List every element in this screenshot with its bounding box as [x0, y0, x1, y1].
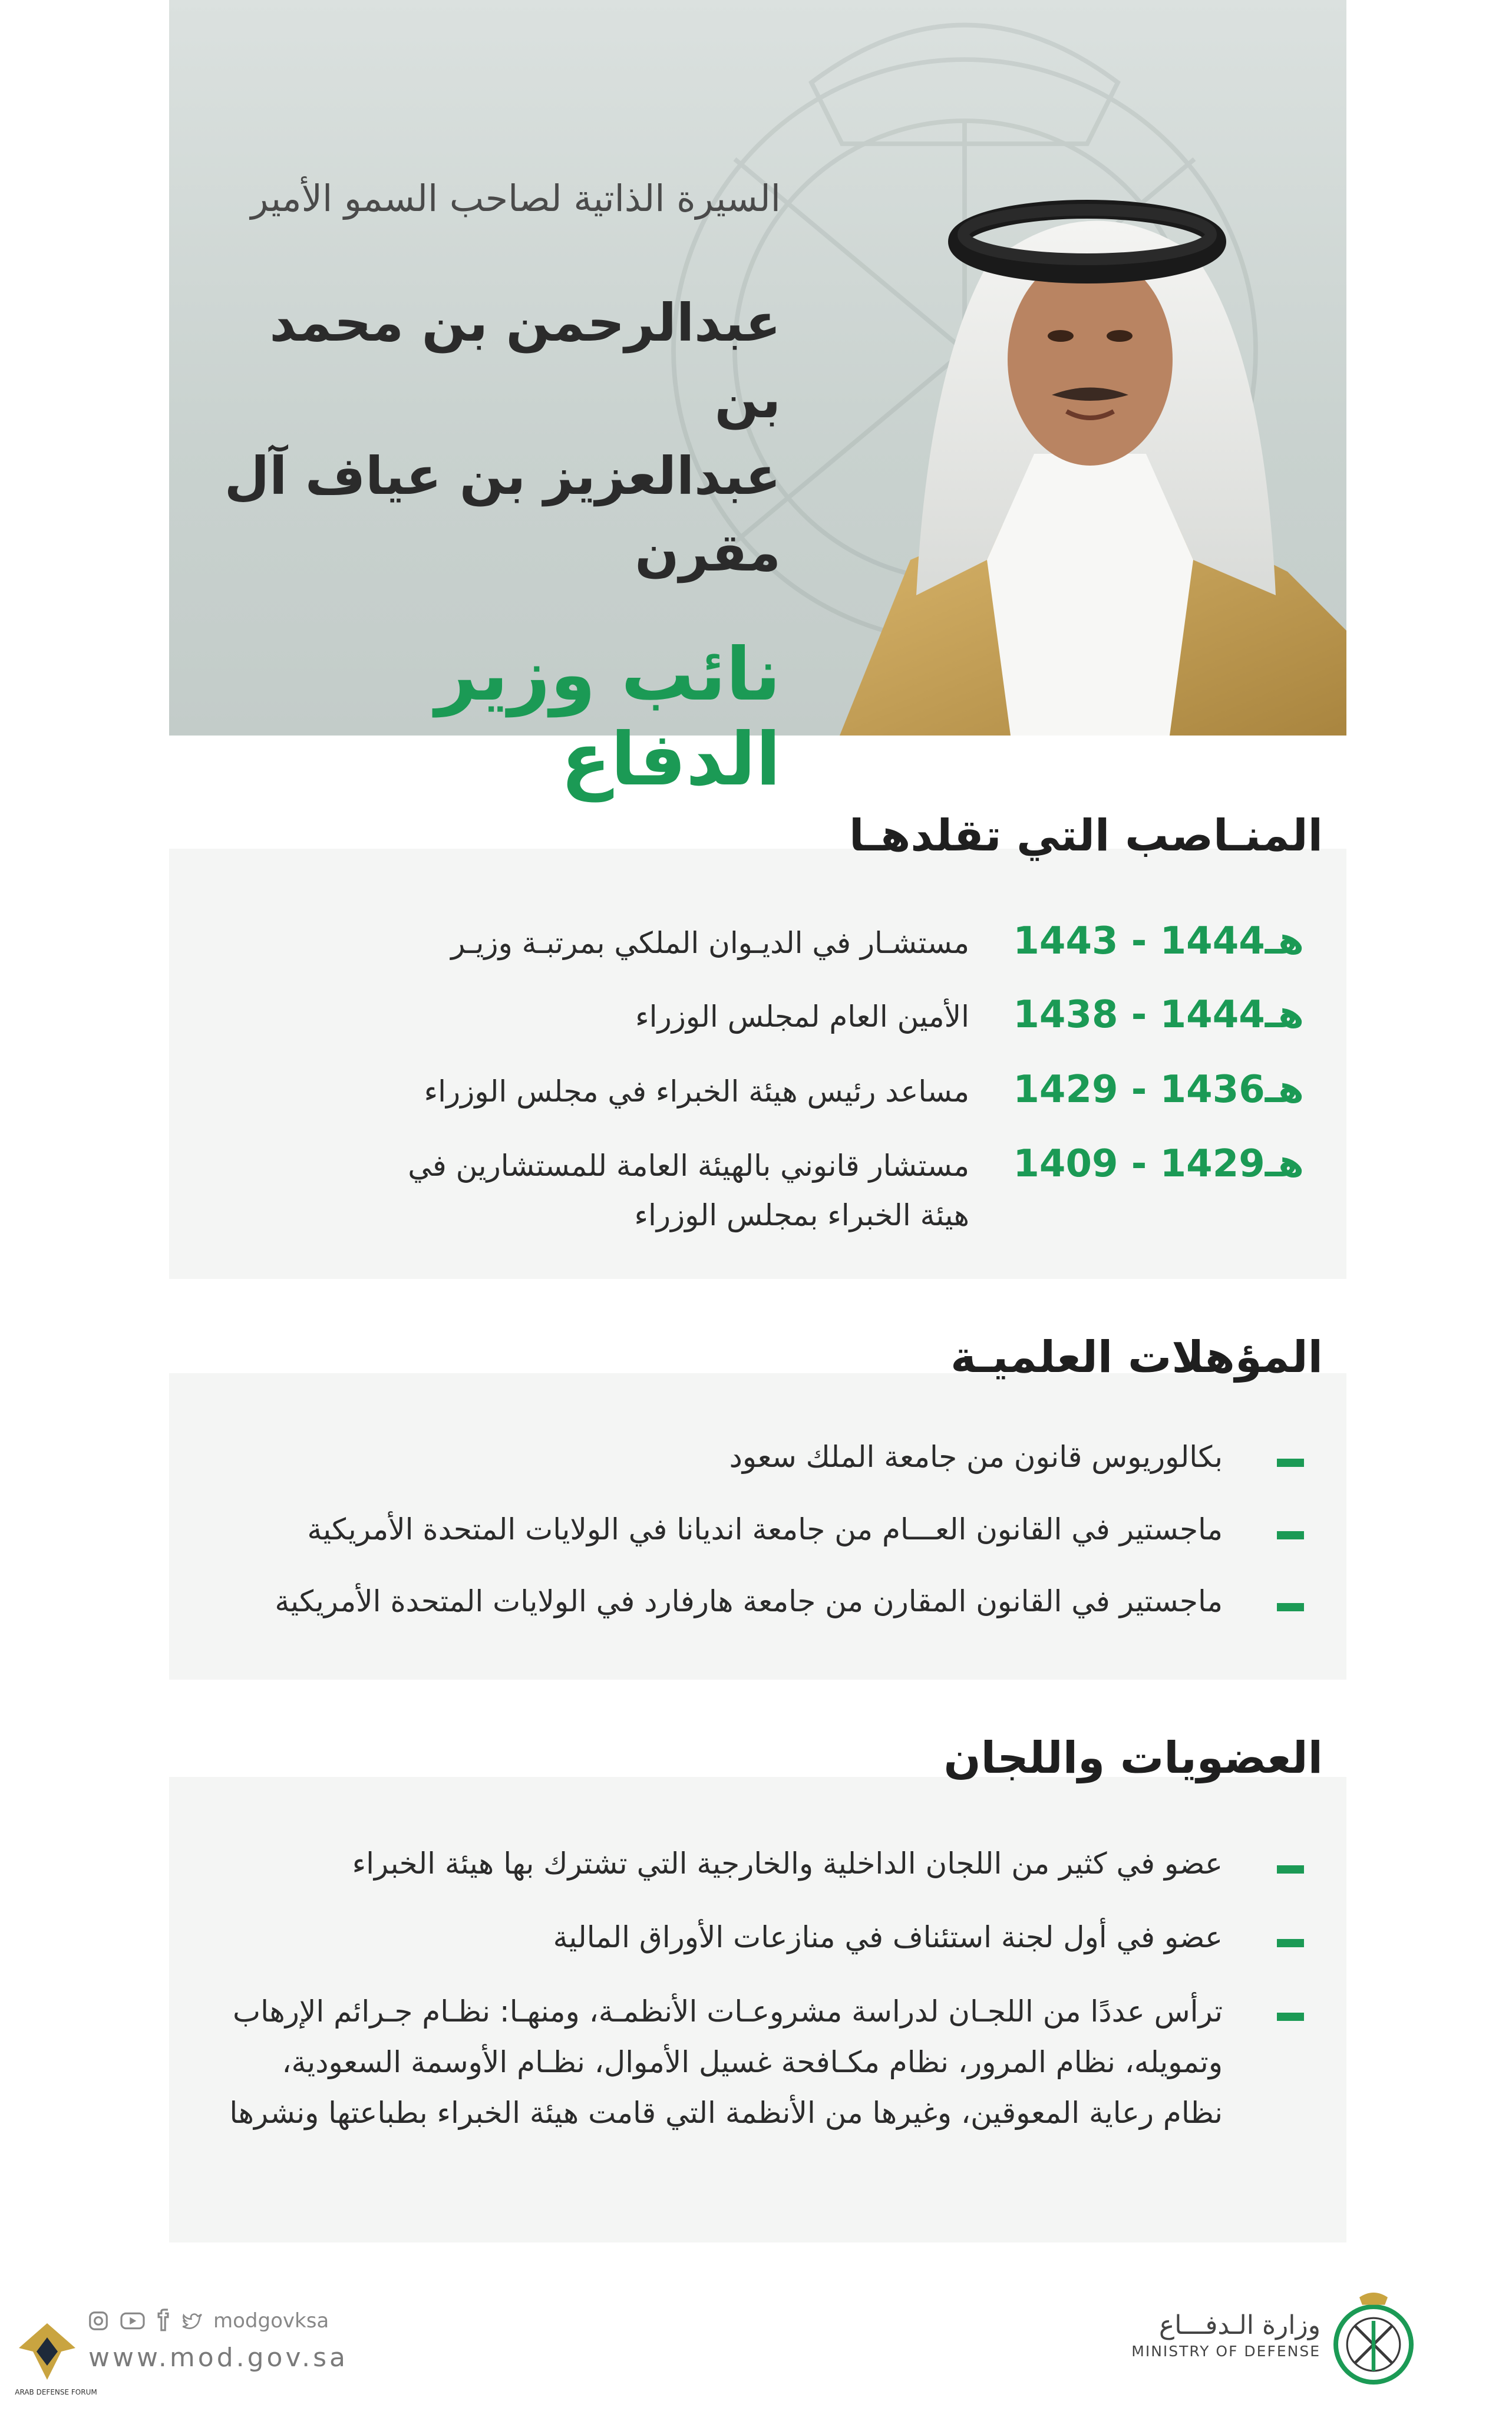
hero-text-block [192, 177, 781, 802]
position-text: مستشـار في الديـوان الملكي بمرتبـة وزيـر [451, 926, 969, 960]
ministry-name-ar: وزارة الـدفـــاع [1159, 2310, 1320, 2340]
hero-banner [169, 0, 1346, 802]
social-icons [87, 2309, 329, 2333]
forum-watermark-text: ARAB DEFENSE FORUM [15, 2388, 97, 2396]
position-years: 1438 - 1444هـ [1013, 993, 1304, 1037]
youtube-icon[interactable] [119, 2310, 146, 2332]
qualifications-title: المؤهلات العلميـة [950, 1332, 1323, 1383]
qualification-text: بكالوريوس قانون من جامعة الملك سعود [729, 1440, 1223, 1474]
memberships-panel [169, 1777, 1346, 2242]
bullet-icon [1277, 1531, 1304, 1539]
qualification-text: ماجستير في القانون العـــام من جامعة انديانا في الولايات المتحدة الأمريكية [307, 1512, 1223, 1546]
ministry-name-en: MINISTRY OF DEFENSE [1131, 2343, 1320, 2360]
position-years: 1409 - 1429هـ [1013, 1142, 1304, 1186]
bullet-icon [1277, 1939, 1304, 1947]
forum-logo-icon [12, 2316, 82, 2387]
position-years: 1429 - 1436هـ [1013, 1068, 1304, 1112]
membership-text: عضو في كثير من اللجان الداخلية والخارجية التي تشترك بها هيئة الخبراء [352, 1846, 1223, 1881]
qualification-text: ماجستير في القانون المقارن من جامعة هارفارد في الولايات المتحدة الأمريكية [275, 1584, 1223, 1618]
position-text: مساعد رئيس هيئة الخبراء في مجلس الوزراء [424, 1074, 969, 1109]
bullet-icon [1277, 1865, 1304, 1874]
website-link[interactable]: www.mod.gov.sa [88, 2343, 348, 2373]
twitter-icon[interactable] [180, 2310, 204, 2332]
role-title: نائب وزير الدفاع [435, 632, 781, 802]
membership-text: ترأس عددًا من اللجـان لدراسة مشروعـات الأنظمـة، ومنهـا: نظـام جـرائم الإرهاب وتمويله، نظام المرور، نظام مكـافحة غسيل الأموال، نظـام الأوسمة السعودية، نظام رعاية المعوقين، وغيرها من الأنظمة التي قامت هيئة الخبراء بطباعتها ونشرها [229, 1994, 1223, 2130]
bullet-icon [1277, 1603, 1304, 1611]
ministry-emblem-icon [1326, 2287, 1421, 2393]
position-text: مستشار قانوني بالهيئة العامة للمستشارين في هيئة الخبراء بمجلس الوزراء [408, 1149, 969, 1232]
qualifications-panel [169, 1373, 1346, 1680]
bullet-icon [1277, 2013, 1304, 2021]
bio-subtitle: السيرة الذاتية لصاحب السمو الأمير [250, 177, 781, 220]
memberships-title: العضويات واللجان [943, 1733, 1323, 1783]
membership-text: عضو في أول لجنة استئناف في منازعات الأوراق المالية [553, 1920, 1223, 1954]
position-text: الأمين العام لمجلس الوزراء [635, 1000, 969, 1034]
instagram-icon[interactable] [87, 2310, 110, 2332]
name-line-2: عبدالعزيز بن عياف آل مقرن [224, 446, 781, 583]
position-years: 1443 - 1444هـ [1013, 919, 1304, 963]
name-line-1: عبدالرحمن بن محمد بن [269, 292, 781, 430]
portrait-image [840, 147, 1346, 736]
positions-title: المنـاصب التي تقلدهـا [849, 810, 1323, 861]
bullet-icon [1277, 1459, 1304, 1467]
ministry-text [1131, 2310, 1320, 2360]
social-handle[interactable]: modgovksa [213, 2309, 329, 2333]
facebook-icon[interactable] [156, 2310, 171, 2332]
positions-panel [169, 849, 1346, 1279]
